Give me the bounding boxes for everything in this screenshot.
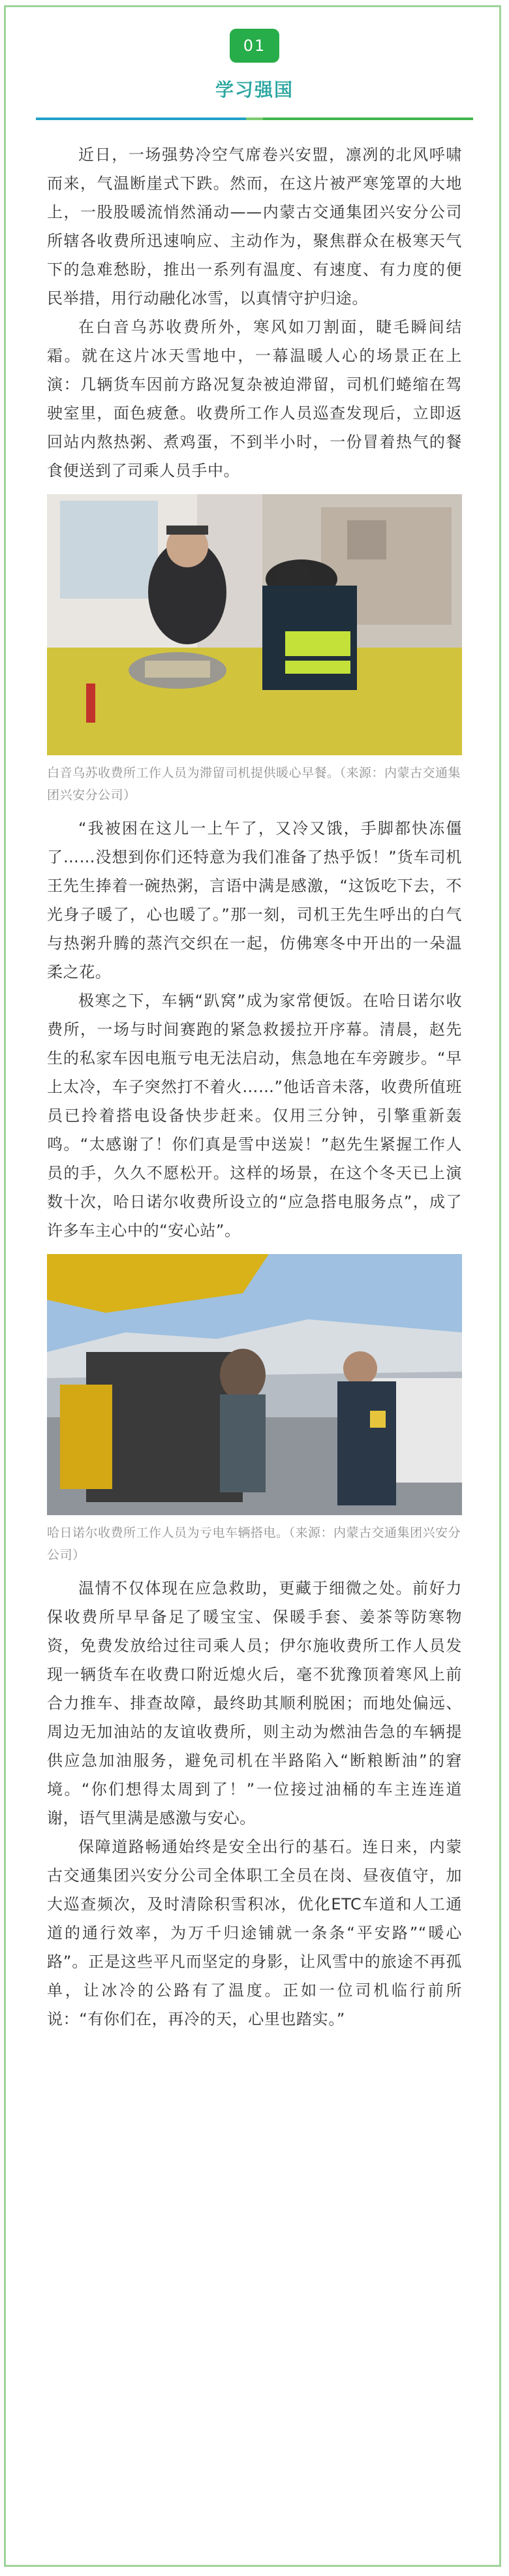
section-number-badge: 01 — [230, 29, 279, 63]
photo-caption: 白音乌苏收费所工作人员为滞留司机提供暖心早餐。（来源：内蒙古交通集团兴安分公司） — [47, 766, 461, 802]
paragraph: 极寒之下，车辆“趴窝”成为家常便饭。在哈日诺尔收费所，一场与时间赛跑的紧急救援拉开序幕。清晨，赵先生的私家车因电瓶亏电无法启动，焦急地在车旁踱步。“早上太冷，车子突然打不着火……”他话音未落，收费所值班员已拎着搭电设备快步赶来。仅用三分钟，引擎重新轰鸣。“太感谢了！你们真是雪中送炭！”赵先生紧握工作人员的手，久久不愿松开。这样的场景，在这个冬天已上演数十次，哈日诺尔收费所设立的“应急搭电服务点”，成了许多车主心中的“安心站”。 — [47, 992, 462, 1240]
paragraph: 温情不仅体现在应急救助，更藏于细微之处。前好力保收费所早早备足了暖宝宝、保暖手套、姜茶等防寒物资，免费发放给过往司乘人员；伊尔施收费所工作人员发现一辆货车在收费口附近熄火后，毫不犹豫顶着寒风上前合力推车、排查故障，最终助其顺利脱困；而地处偏远、周边无加油站的友谊收费所，则主动为燃油告急的车辆提供应急加油服务，避免司机在半路陷入“断粮断油”的窘境。“你们想得太周到了！”一位接过油桶的车主连连道谢，语气里满是感激与安心。 — [47, 1579, 462, 1827]
paragraph: “我被困在这儿一上午了，又冷又饿，手脚都快冻僵了……没想到你们还特意为我们准备了热乎饭！”货车司机王先生捧着一碗热粥，言语中满是感激，“这饭吃下去，不光身子暖了，心也暖了。”那一刻，司机王先生呼出的白气与热粥升腾的蒸汽交织在一起，仿佛寒冬中开出的一朵温柔之花。 — [47, 819, 462, 981]
section-title: 学习强国 — [215, 79, 294, 101]
photo-jump-start — [47, 1254, 462, 1515]
photo-breakfast — [47, 494, 462, 755]
section-header — [0, 29, 509, 102]
title-underline — [36, 118, 473, 123]
article-body — [47, 140, 462, 2034]
paragraph: 保障道路畅通始终是安全出行的基石。连日来，内蒙古交通集团兴安分公司全体职工全员在岗、昼夜值守，加大巡查频次，及时清除积雪积冰，优化ETC车道和人工通道的通行效率，为万千归途铺就一条条“平安路”“暖心路”。正是这些平凡而坚定的身影，让风雪中的旅途不再孤单，让冰冷的公路有了温度。正如一位司机临行前所说：“有你们在，再冷的天，心里也踏实。” — [47, 1838, 462, 2028]
paragraph: 在白音乌苏收费所外，寒风如刀割面，睫毛瞬间结霜。就在这片冰天雪地中，一幕温暖人心的场景正在上演：几辆货车因前方路况复杂被迫滞留，司机们蜷缩在驾驶室里，面色疲惫。收费所工作人员巡查发现后，立即返回站内熬热粥、煮鸡蛋，不到半小时，一份冒着热气的餐食便送到了司乘人员手中。 — [47, 318, 462, 480]
paragraph: 近日，一场强势冷空气席卷兴安盟，凛冽的北风呼啸而来，气温断崖式下跌。然而，在这片被严寒笼罩的大地上，一股股暖流悄然涌动——内蒙古交通集团兴安分公司所辖各收费所迅速响应、主动作为，聚焦群众在极寒天气下的急难愁盼，推出一系列有温度、有速度、有力度的便民举措，用行动融化冰雪，以真情守护归途。 — [47, 146, 462, 307]
photo-caption: 哈日诺尔收费所工作人员为亏电车辆搭电。（来源：内蒙古交通集团兴安分公司） — [47, 1526, 461, 1562]
